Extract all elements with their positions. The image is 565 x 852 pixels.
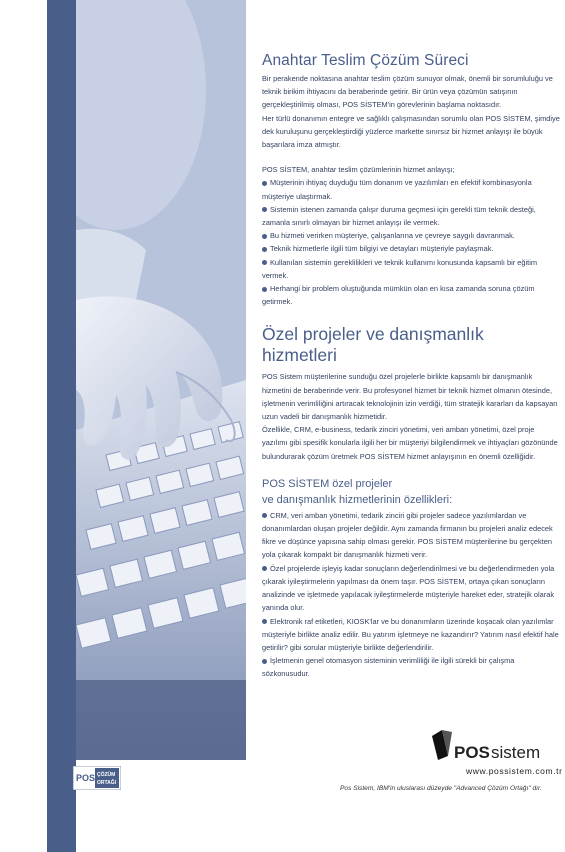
- list-item-text: Teknik hizmetlerle ilgili tüm bilgiyi ve detayları müşteriyle paylaşmak.: [270, 244, 494, 254]
- paragraph: POS Sistem müşterilerine sunduğu özel projelerle birlikte kapsamlı bir danışmanlık hizmetini de beraberinde verir. Bu profesyonel hizmet bir teknik hizmet olmanın ötesinde, işletmenin verimliliğini artıracak teknolojinin izin verdiği, tüm stratejik kararları da kapsayan uzun vadeli bir danışmanlık hizmetidir.: [262, 372, 558, 422]
- list-item-text: Sistemin istenen zamanda çalışır duruma geçmesi için gerekli tüm teknik desteği, zamanla sınırlı olmayan bir hizmet anlayışı ile vermek.: [262, 204, 536, 228]
- list-item: [262, 176, 560, 202]
- list-item: [262, 654, 560, 680]
- bullet-icon: [262, 247, 267, 252]
- bullet-icon: [262, 566, 267, 571]
- small-logo-line1: ÇÖZÜM: [97, 772, 116, 778]
- bullet-icon: [262, 287, 267, 292]
- footer-note: Pos Sistem, IBM'in uluslarası düzeyde "Advanced Çözüm Ortağı" dır.: [340, 785, 542, 792]
- bullet-icon: [262, 207, 267, 212]
- small-logo-pos: POS: [76, 773, 96, 783]
- list-item-text: Özel projelerde işleyiş kadar sonuçların değerlendirilmesi ve bu değerlendirmeden yola çıkarak iyileştirmelerin yapılması da önem taşır. POS SİSTEM, ortaya çıkan sonuçların analizinde ve işletmede yapılacak iyileştirmelerde müşteriyle hareket eder, stratejik olarak yanında olur.: [262, 563, 555, 613]
- list-item: [262, 562, 560, 615]
- list-item-text: İşletmenin genel otomasyon sisteminin verimliliği ile ilgili sürekli bir çalışma sözkonusudur.: [262, 656, 515, 679]
- list-item: [262, 229, 560, 242]
- section-title-special-projects: Özel projeler ve danışmanlık hizmetleri: [262, 324, 484, 366]
- list-item-text: CRM, veri amban yönetimi, tedarik zinciri gibi projeler sadece yazılımlardan ve donanımlardan oluşan projeler değildir. Aynı zamanda firmanın bu projeleri analiz edecek fikre ve düşünce yapısına sahip olması gerekir. POS SİSTEM müşterilerine bu gerçekten yola çıkarak kompakt bir danışmanlık hizmeti verir.: [262, 510, 553, 560]
- brand-sistem-text: sistem: [491, 743, 541, 762]
- left-color-band: [47, 0, 76, 852]
- bullet-icon: [262, 260, 267, 265]
- list-intro: POS SİSTEM, anahtar teslim çözümlerinin hizmet anlayışı;: [262, 165, 455, 175]
- section-title-features-line1: POS SİSTEM özel projeler: [262, 477, 393, 490]
- list-item-text: Bu hizmeti verirken müşteriye, çalışanlarına ve çevreye saygılı davranmak.: [270, 231, 515, 241]
- brand-pos-text: POS: [454, 743, 490, 762]
- turnkey-bullet-list: [262, 176, 560, 308]
- list-item: [262, 282, 560, 308]
- list-item: [262, 615, 560, 655]
- paragraph: Her türlü donanımın entegre ve sağlıklı çalışmasından sorumlu olan POS SİSTEM, şimdiye dek kuruluşunu gerçekleştirdiği yüzlerce markette sınırsız bir hizmet anlayışı ile büyük başarılara imza atmıştır.: [262, 113, 560, 150]
- list-item-text: Müşterinin ihtiyaç duyduğu tüm donanım ve yazılımları en efektif kombinasyonla müşteriye ulaştırmak.: [262, 178, 532, 201]
- bullet-icon: [262, 619, 267, 624]
- list-item-text: Elektronik raf etiketleri, KIOSK'lar ve bu donanımların üzerinde koşacak olan yazılımlar müşteriyle birlikte analiz edilir. Bu yatırım işletmeye ne kazandırır? Yatırım nasıl efektif hale getirilir? gibi sorular müşteriyle birlikte değerlendirilir.: [262, 616, 559, 652]
- solution-partner-logo: [73, 766, 121, 790]
- list-item: [262, 242, 560, 255]
- small-logo-line2: ORTAĞI: [97, 780, 117, 786]
- bullet-icon: [262, 181, 267, 186]
- list-item-text: Kullanılan sistemin gereklilikleri ve teknik kullanımı konusunda kapsamlı bir eğitim vermek.: [262, 257, 538, 280]
- main-content: [262, 52, 560, 681]
- list-item: [262, 203, 560, 229]
- list-item: [262, 509, 560, 562]
- features-bullet-list: [262, 509, 560, 681]
- website-url: www.possistem.com.tr: [466, 766, 563, 776]
- hands-on-keyboard-photo: [76, 0, 246, 760]
- paragraph: Bir perakende noktasına anahtar teslim çözüm sunuyor olmak, önemli bir sorumluluğu ve teknik birikim ihtiyacını da beraberinde getirir. Bir ürün veya çözümün satışının gerçekleştirilmiş olması, POS SİSTEM'in görevlerinin başlama noktasıdır.: [262, 74, 553, 110]
- paragraph: Özellikle, CRM, e-business, tedarik zinciri yönetimi, veri ambarı yönetimi, özel proje yazılımı gibi spesifik konularla ilgili her bir müşteriyi bilgilendirmek ve ihtiyaçları gözönünde bulundurarak çözüm üretmek POS SİSTEM hizmet anlayışının en önemli özelliğidir.: [262, 425, 558, 461]
- list-item-text: Herhangi bir problem oluştuğunda mümkün olan en kısa zamanda soruna çözüm getirmek.: [262, 284, 535, 307]
- bullet-icon: [262, 513, 267, 518]
- section-title-turnkey: Anahtar Teslim Çözüm Süreci: [262, 52, 469, 69]
- section-title-features-line2: ve danışmanlık hizmetlerinin özellikleri:: [262, 493, 453, 506]
- bullet-icon: [262, 234, 267, 239]
- possistem-logo: [428, 726, 563, 770]
- bullet-icon: [262, 659, 267, 664]
- list-item: [262, 256, 560, 282]
